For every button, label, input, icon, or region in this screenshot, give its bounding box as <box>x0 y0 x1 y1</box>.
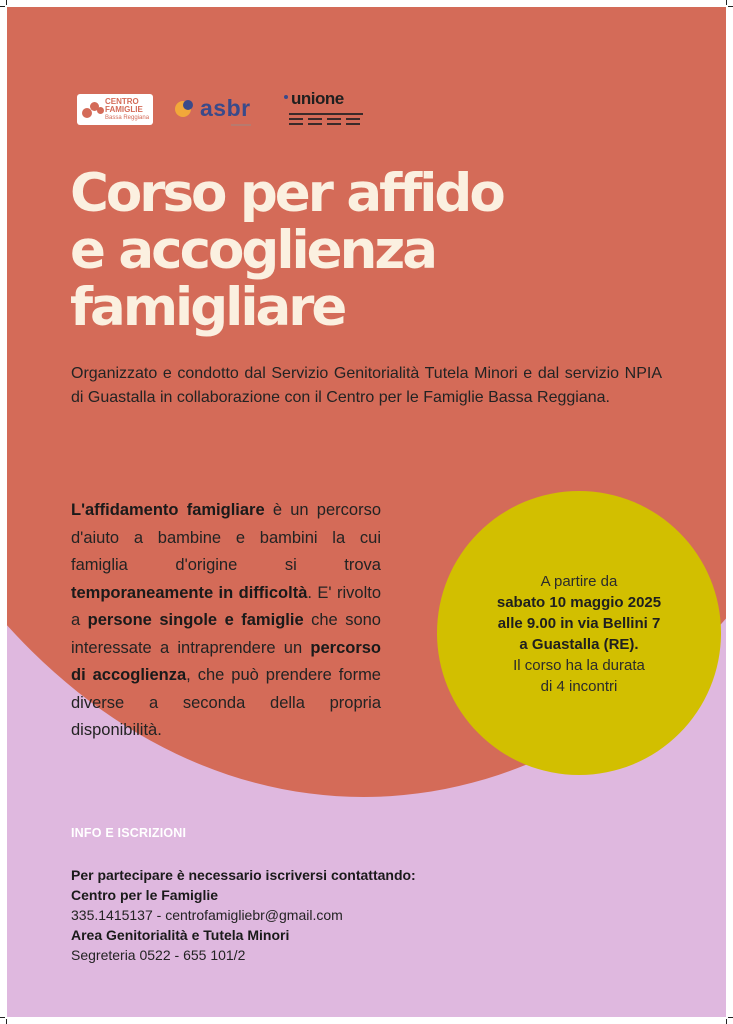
centro-famiglie-logo-line1: CENTRO <box>105 97 139 106</box>
description-text <box>71 497 381 745</box>
body-text-4: , che può prendere forme diverse a seconda della propria disponibilità. <box>71 666 381 739</box>
bubble-line-5: Il corso ha la durata <box>513 657 645 674</box>
crop-mark <box>0 1017 5 1018</box>
title-line-1: Corso per affido <box>70 163 503 224</box>
poster <box>7 7 726 1017</box>
asbr-dot-icon <box>183 100 193 110</box>
date-bubble <box>437 491 721 775</box>
bubble-line-4: a Guastalla (RE). <box>519 636 639 653</box>
page-title <box>70 165 503 336</box>
bubble-line-3: alle 9.00 in via Bellini 7 <box>497 615 661 632</box>
body-bold-persone: persone singole e famiglie <box>87 611 304 629</box>
asbr-logo-text: asbr <box>200 95 251 121</box>
contact-secretary-phone[interactable]: Segreteria 0522 - 655 101/2 <box>71 947 246 963</box>
body-bold-difficolta: temporaneamente in difficoltà <box>71 583 308 602</box>
centro-famiglie-logo-line3: Bassa Reggiana <box>105 115 150 121</box>
crop-mark <box>726 0 727 5</box>
body-bold-affidamento: L'affidamento famigliare <box>71 501 265 519</box>
crop-mark <box>0 6 5 7</box>
info-heading: INFO E ISCRIZIONI <box>71 826 187 840</box>
unione-logo-bars <box>289 113 363 127</box>
centro-famiglie-logo-line2: FAMIGLIE <box>105 105 143 114</box>
contact-org-2: Area Genitorialità e Tutela Minori <box>71 927 290 943</box>
body-text-3: che sono interessate a intraprendere un <box>71 611 381 657</box>
centro-famiglie-logo <box>77 94 153 125</box>
contact-org-1: Centro per le Famiglie <box>71 887 219 903</box>
bubble-line-6: di 4 incontri <box>540 678 618 695</box>
contact-intro: Per partecipare è necessario iscriversi contattando: <box>71 867 416 883</box>
bubble-line-2: sabato 10 maggio 2025 <box>496 594 662 611</box>
logo-row <box>77 87 367 127</box>
body-text-1: è un percorso d'aiuto a bambine e bambini la cui famiglia d'origine si trova <box>71 501 382 574</box>
crop-mark <box>6 1019 7 1024</box>
asbr-logo <box>175 95 270 125</box>
contact-block <box>71 865 416 965</box>
crop-mark <box>6 0 7 5</box>
body-text-2: . E' rivolto a <box>71 583 381 629</box>
unione-logo-text: unione <box>291 89 344 108</box>
bubble-line-1: A partire da <box>540 573 618 590</box>
crop-mark <box>728 1017 733 1018</box>
contact-phone-email[interactable]: 335.1415137 - centrofamigliebr@gmail.com <box>71 907 343 923</box>
crop-mark <box>728 6 733 7</box>
asbr-logo-underline <box>231 124 251 126</box>
title-line-2: e accoglienza <box>70 220 435 281</box>
body-bold-percorso: percorso di accoglienza <box>71 638 381 684</box>
crop-mark <box>726 1019 727 1024</box>
title-line-3: famigliare <box>70 277 345 338</box>
unione-logo <box>279 87 369 129</box>
centro-famiglie-dots-icon <box>82 102 104 118</box>
intro-text: Organizzato e condotto dal Servizio Genitorialità Tutela Minori e dal servizio NPIA di Guastalla in collaborazione con il Centro per le Famiglie Bassa Reggiana. <box>71 365 662 406</box>
